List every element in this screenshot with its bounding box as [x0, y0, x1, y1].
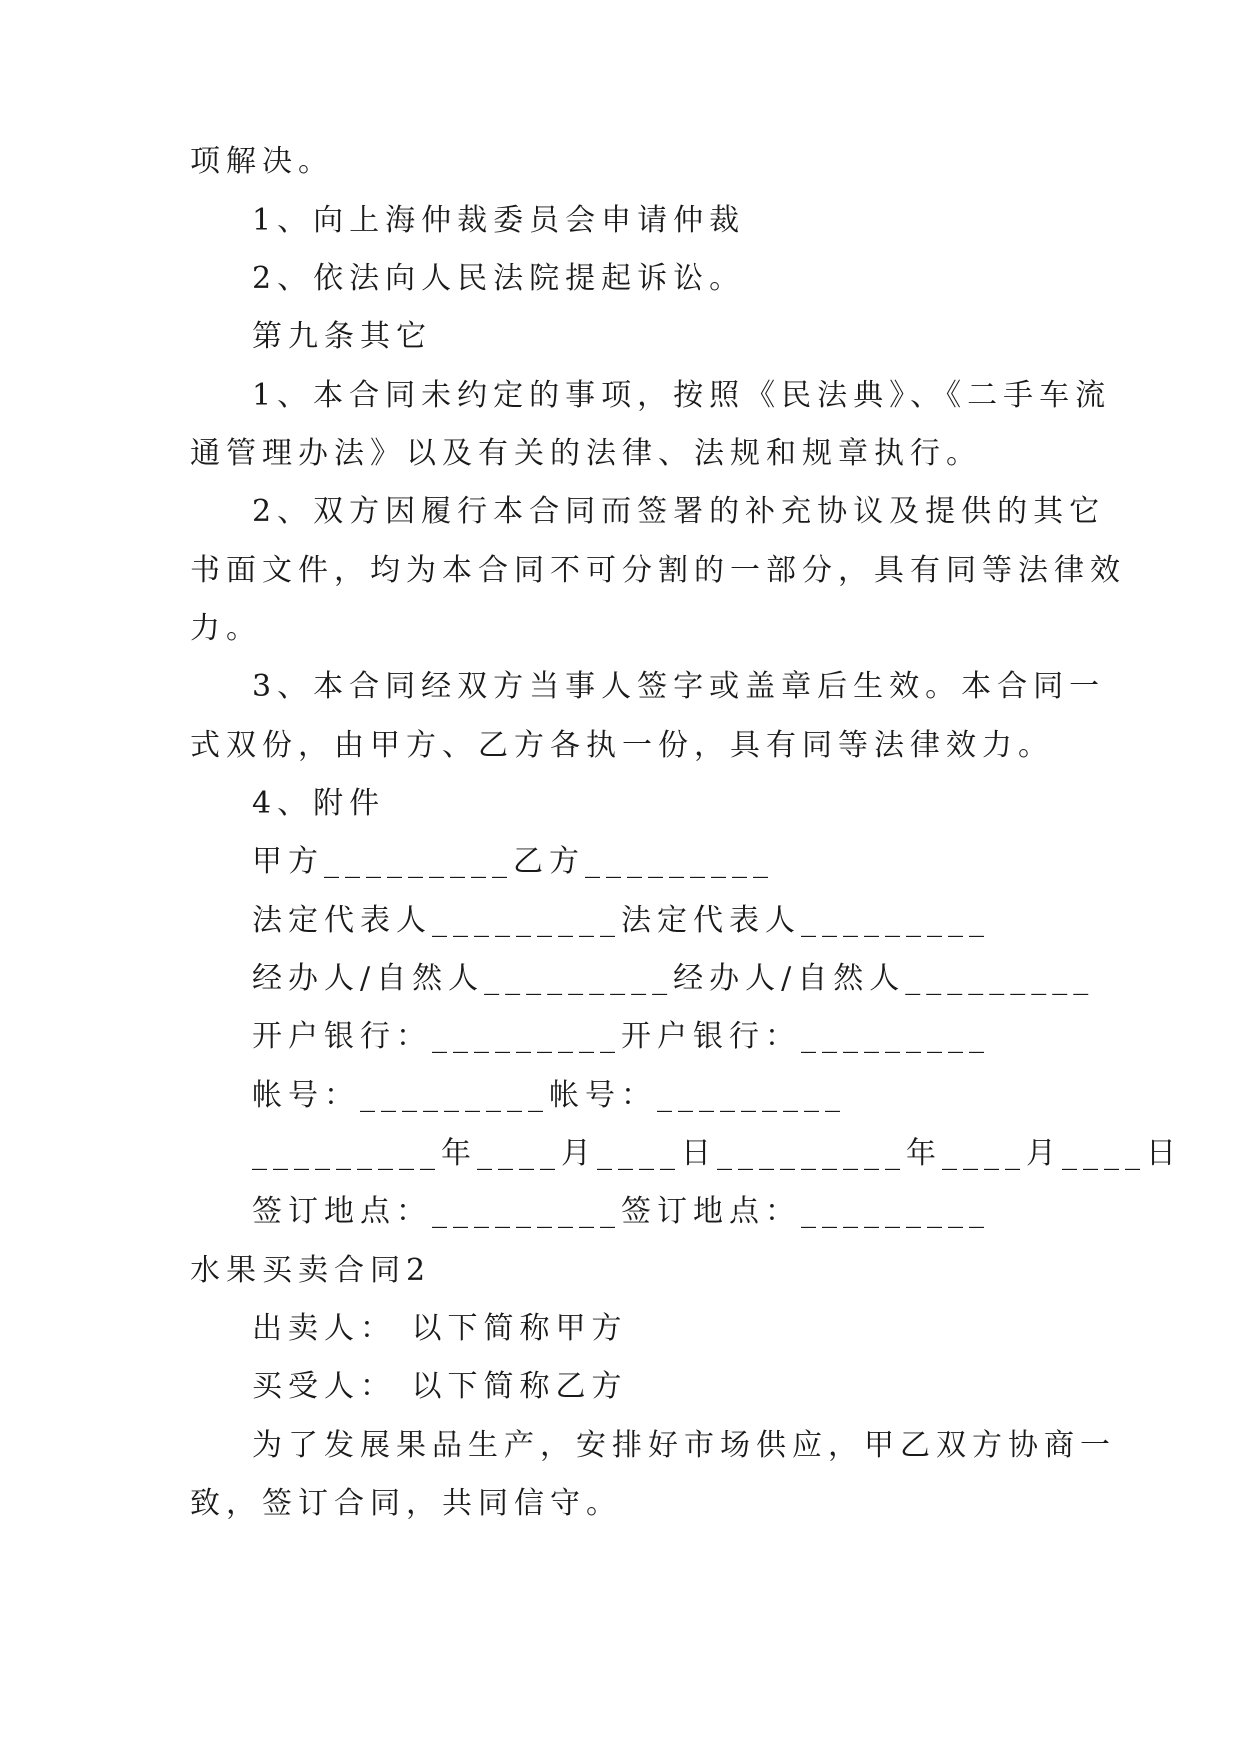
text-line: 1、本合同未约定的事项，按照《民法典》、《二手车流 [252, 378, 1112, 413]
text-line: 力。 [190, 611, 262, 646]
contract-title: 水果买卖合同2 [190, 1253, 432, 1288]
text-line: 2、双方因履行本合同而签署的补充协议及提供的其它 [252, 494, 1106, 529]
signature-line: 经办人/自然人_________经办人/自然人_________ [252, 961, 1095, 996]
text-line: 1、向上海仲裁委员会申请仲裁 [252, 203, 746, 238]
date-line: _________年____月____日_________年____月____日 [252, 1136, 1182, 1171]
text-line: 买受人： 以下简称乙方 [252, 1369, 628, 1404]
section-heading: 第九条其它 [252, 319, 432, 354]
text-line: 出卖人： 以下简称甲方 [252, 1311, 628, 1346]
text-line: 4、附件 [252, 786, 386, 821]
signature-line: 开户银行：_________开户银行：_________ [252, 1019, 990, 1054]
signature-line: 帐号：_________帐号：_________ [252, 1078, 846, 1113]
text-line: 3、本合同经双方当事人签字或盖章后生效。本合同一 [252, 669, 1106, 704]
text-line: 式双份，由甲方、乙方各执一份，具有同等法律效力。 [190, 728, 1054, 763]
text-line: 项解决。 [190, 144, 334, 179]
text-line: 通管理办法》以及有关的法律、法规和规章执行。 [190, 436, 982, 471]
signature-line: 甲方_________乙方_________ [252, 844, 774, 879]
text-line: 致，签订合同，共同信守。 [190, 1486, 622, 1521]
text-line: 2、依法向人民法院提起诉讼。 [252, 261, 746, 296]
text-line: 为了发展果品生产，安排好市场供应，甲乙双方协商一 [252, 1428, 1116, 1463]
signature-line: 法定代表人_________法定代表人_________ [252, 903, 990, 938]
text-line: 书面文件，均为本合同不可分割的一部分，具有同等法律效 [190, 553, 1126, 588]
signature-line: 签订地点：_________签订地点：_________ [252, 1194, 990, 1229]
